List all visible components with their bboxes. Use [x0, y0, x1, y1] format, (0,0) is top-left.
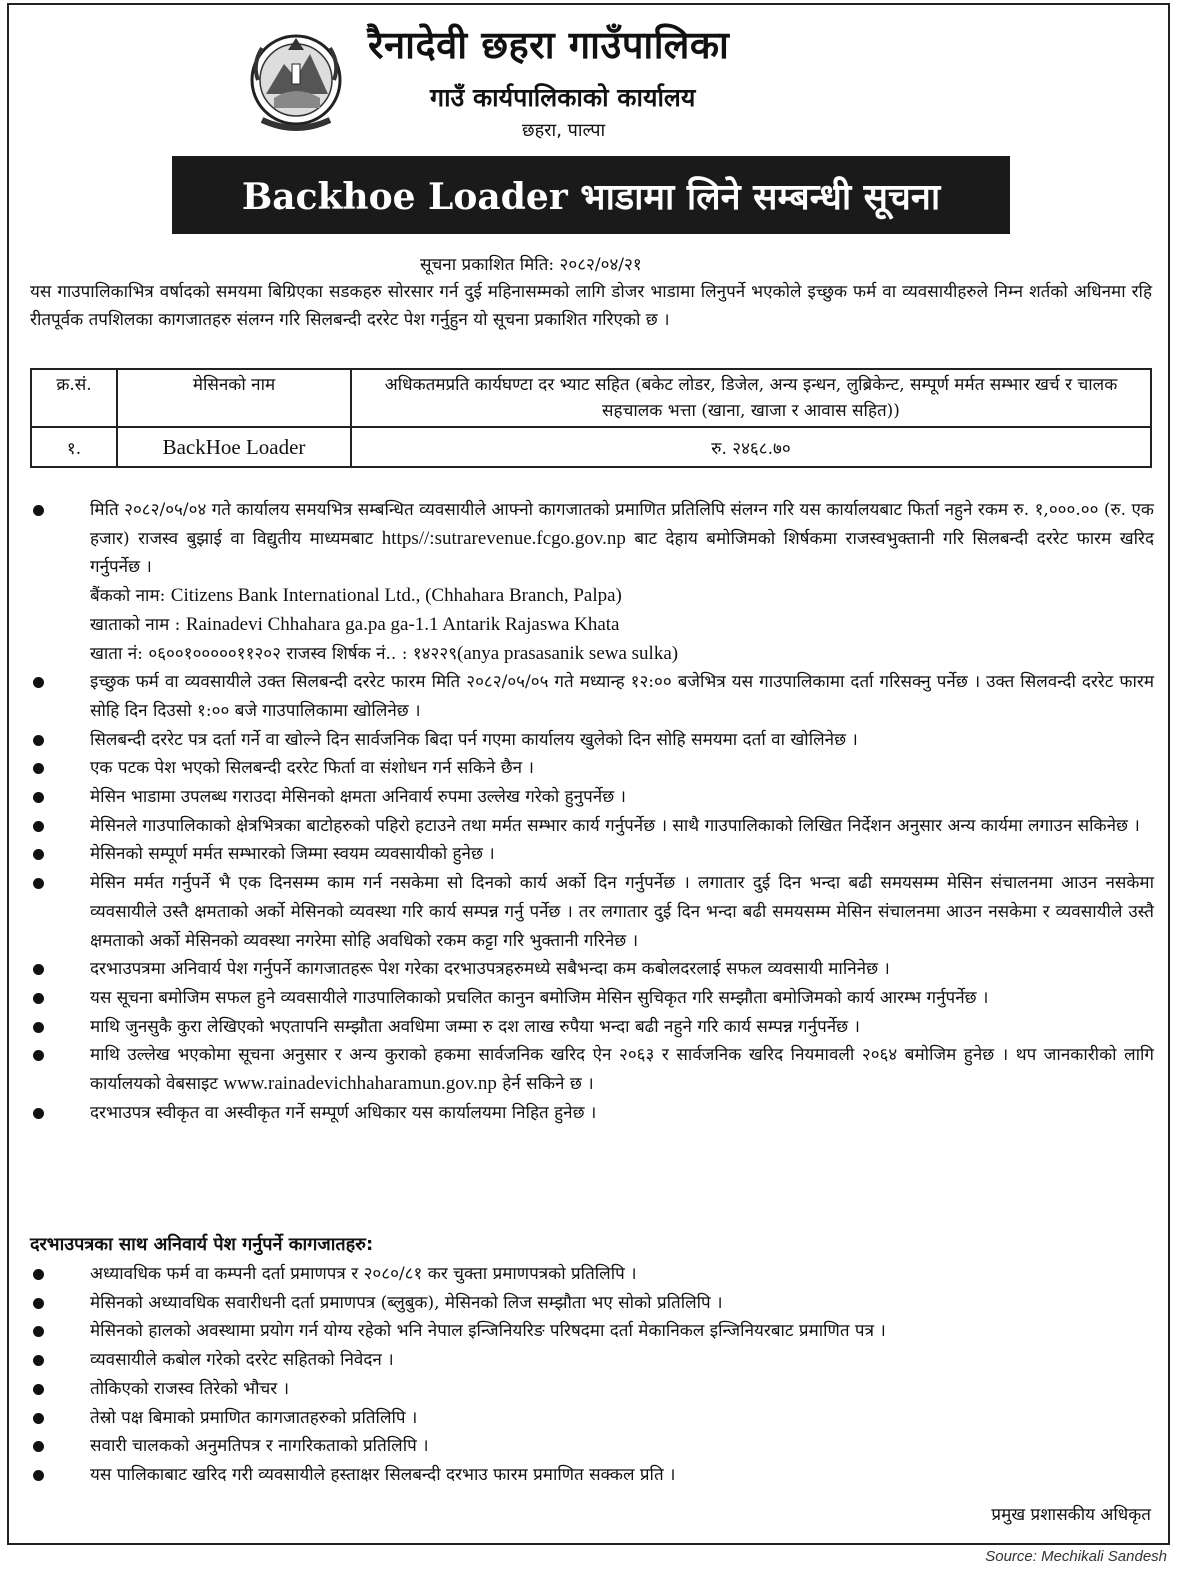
table-row	[31, 427, 1151, 467]
document-item: यस पालिकाबाट खरिद गरी व्यवसायीले हस्ताक्षर सिलबन्दी दरभाउ फारम प्रमाणित सक्कल प्रति ।	[30, 1461, 1154, 1490]
municipality-name: रैनादेवी छहरा गाउँपालिका	[368, 23, 730, 67]
source-credit: Source: Mechikali Sandesh	[985, 1548, 1167, 1565]
publish-date: सूचना प्रकाशित मिति: २०८२/०४/२१	[420, 255, 642, 275]
bank-value: Citizens Bank International Ltd., (Chhahara Branch, Palpa)	[170, 585, 622, 607]
condition-item: दरभाउपत्र स्वीकृत वा अस्वीकृत गर्ने सम्पूर्ण अधिकार यस कार्यालयमा निहित हुनेछ ।	[30, 1099, 1154, 1128]
document-item: मेसिनको हालको अवस्थामा प्रयोग गर्न योग्य रहेको भनि नेपाल इन्जिनियरिङ परिषदमा दर्ता मेकानिकल इन्जिनियरबाट प्रमाणित पत्र ।	[30, 1317, 1154, 1346]
account-head: (anya prasasanik sewa sulka)	[457, 642, 679, 664]
website-url: www.rainadevichhaharamun.gov.np	[223, 1073, 497, 1095]
cell-rate: रु. २४६८.७०	[351, 427, 1151, 467]
header-rate: अधिकतमप्रति कार्यघण्टा दर भ्याट सहित (बकेट लोडर, डिजेल, अन्य इन्धन, लुब्रिकेन्ट, सम्पूर्ण मर्मत सम्भार खर्च र चालक सहचालक भत्ता (खाना, खाजा र आवास सहित))	[351, 369, 1151, 427]
condition-item: इच्छुक फर्म वा व्यवसायीले उक्त सिलबन्दी दररेट फारम मिति २०८२/०५/०५ गते मध्यान्ह १२:०० बजेभित्र यस गाउपालिकामा दर्ता गरिसक्नु पर्नेछ । उक्त सिलवन्दी दररेट फारम सोहि दिन दिउसो १:०० बजे गाउपालिकामा खोलिनेछ ।	[30, 668, 1154, 725]
nepal-emblem-icon	[244, 24, 348, 144]
notice-header	[0, 8, 1181, 148]
condition-item: यस सूचना बमोजिम सफल हुने व्यवसायीले गाउपालिकाको प्रचलित कानुन बमोजिम मेसिन सुचिकृत गरि सम्झौता बमोजिमको कार्य आरम्भ गर्नुपर्नेछ ।	[30, 984, 1154, 1013]
account-name-line	[30, 611, 1154, 640]
account-number: खाता नं: ०६००१०००००११२०२ राजस्व शिर्षक नं.. : १४२२९	[90, 643, 458, 664]
condition-item: माथि जुनसुकै कुरा लेखिएको भएतापनि सम्झौता अवधिमा जम्मा रु दश लाख रुपैया भन्दा बढी नहुने गरि कार्य सम्पन्न गर्नुपर्नेछ ।	[30, 1013, 1154, 1042]
rate-table-header	[31, 369, 1151, 427]
revenue-url: https//:sutrarevenue.fcgo.gov.np	[381, 527, 626, 549]
notice-title: Backhoe Loader भाडामा लिने सम्बन्धी सूचना	[241, 175, 941, 218]
condition-item	[30, 496, 1154, 582]
document-item: अध्यावधिक फर्म वा कम्पनी दर्ता प्रमाणपत्र र २०८०/८१ कर चुक्ता प्रमाणपत्रको प्रतिलिपि ।	[30, 1260, 1154, 1289]
condition-text: माथि उल्लेख भएकोमा सूचना अनुसार र अन्य कुराको हकमा सार्वजनिक खरिद ऐन २०६३ र सार्वजनिक खरिद नियमावली २०६४ बमोजिम हुनेछ । थप जानकारीको लागि कार्यालयको वेबसाइट	[90, 1045, 1154, 1095]
condition-item: मेसिनले गाउपालिकाको क्षेत्रभित्रका बाटोहरुको पहिरो हटाउने तथा मर्मत सम्भार कार्य गर्नुपर्नेछ । साथै गाउपालिकाको लिखित निर्देशन अनुसार अन्य कार्यमा लगाउन सकिनेछ ।	[30, 812, 1154, 841]
condition-item: दरभाउपत्रमा अनिवार्य पेश गर्नुपर्ने कागजातहरू पेश गरेका दरभाउपत्रहरुमध्ये सबैभन्दा कम कबोलदरलाई सफल व्यवसायी मानिनेछ ।	[30, 955, 1154, 984]
document-item: तेस्रो पक्ष बिमाको प्रमाणित कागजातहरुको प्रतिलिपि ।	[30, 1404, 1154, 1433]
condition-text: हेर्न सकिने छ ।	[502, 1074, 594, 1095]
account-name-value: Rainadevi Chhahara ga.pa ga-1.1 Antarik Rajaswa Khata	[185, 613, 620, 635]
cell-sn: १.	[31, 427, 117, 467]
documents-list	[30, 1260, 1154, 1490]
condition-item: एक पटक पेश भएको सिलबन्दी दररेट फिर्ता वा संशोधन गर्न सकिने छैन ।	[30, 754, 1154, 783]
condition-item: सिलबन्दी दररेट पत्र दर्ता गर्ने वा खोल्ने दिन सार्वजनिक बिदा पर्न गएमा कार्यालय खुलेको दिन सोहि समयमा दर्ता वा खोलिनेछ ।	[30, 726, 1154, 755]
conditions-list	[30, 496, 1154, 1127]
office-location: छहरा, पाल्पा	[522, 120, 606, 141]
condition-text: मिति २०८२/०५/०४ गते कार्यालय समयभित्र सम्बन्धित व्यवसायीले आफ्नो कागजातको प्रमाणित प्रतिलिपि संलग्न गरि यस कार्यालयबाट फिर्ता नहुने रकम रु. १,०००.०० (रु. एक हजार) राजस्व बुझाई वा विद्युतीय माध्यमबाट	[90, 500, 1154, 549]
document-item: मेसिनको अध्यावधिक सवारीधनी दर्ता प्रमाणपत्र (ब्लुबुक), मेसिनको लिज सम्झौता भए सोको प्रतिलिपि ।	[30, 1289, 1154, 1318]
condition-text: बाट देहाय बमोजिमको शिर्षकमा राजस्वभुक्तानी गरि सिलबन्दी दररेट फारम खरिद गर्नुपर्नेछ ।	[90, 528, 1155, 578]
header-machine: मेसिनको नाम	[117, 369, 351, 427]
document-item: व्यवसायीले कबोल गरेको दररेट सहितको निवेदन ।	[30, 1346, 1154, 1375]
bank-name-line	[30, 582, 1154, 611]
bank-label: बैंकको नाम:	[90, 586, 166, 607]
condition-item: मेसिनको सम्पूर्ण मर्मत सम्भारको जिम्मा स्वयम व्यवसायीको हुनेछ ।	[30, 840, 1154, 869]
condition-item	[30, 1041, 1154, 1098]
document-item: तोकिएको राजस्व तिरेको भौचर ।	[30, 1375, 1154, 1404]
header-sn: क्र.सं.	[31, 369, 117, 427]
rate-table	[30, 368, 1152, 468]
cell-machine: BackHoe Loader	[117, 427, 351, 467]
notice-title-banner	[172, 156, 1010, 234]
condition-item: मेसिन भाडामा उपलब्ध गराउदा मेसिनको क्षमता अनिवार्य रुपमा उल्लेख गरेको हुनुपर्नेछ ।	[30, 783, 1154, 812]
account-number-line	[30, 640, 1154, 669]
account-name-label: खाताको नाम :	[90, 614, 181, 635]
signatory-title: प्रमुख प्रशासकीय अधिकृत	[991, 1505, 1151, 1525]
office-name: गाउँ कार्यपालिकाको कार्यालय	[430, 83, 696, 112]
condition-item: मेसिन मर्मत गर्नुपर्ने भै एक दिनसम्म काम गर्न नसकेमा सो दिनको कार्य अर्को दिन गर्नुपर्नेछ । लगातार दुई दिन भन्दा बढी समयसम्म मेसिन संचालनमा आउन नसकेमा व्यवसायीले उस्तै क्षमताको अर्को मेसिनको व्यवस्था गरि कार्य सम्पन्न गर्नु पर्नेछ । तर लगातार दुई दिन भन्दा बढी समयसम्म मेसिन संचालनमा आउन नसकेमा र व्यवसायीले उस्तै क्षमताको अर्को मेसिनको व्यवस्था नगरेमा सोहि अवधिको रकम कट्टा गरि भुक्तानी गरिनेछ ।	[30, 869, 1154, 955]
documents-heading: दरभाउपत्रका साथ अनिवार्य पेश गर्नुपर्ने कागजातहरु:	[30, 1234, 374, 1255]
document-item: सवारी चालकको अनुमतिपत्र र नागरिकताको प्रतिलिपि ।	[30, 1432, 1154, 1461]
intro-paragraph: यस गाउपालिकाभित्र वर्षादको समयमा बिग्रिएका सडकहरु सोरसार गर्न दुई महिनासम्मको लागि डोजर भाडामा लिनुपर्ने भएकोले इच्छुक फर्म वा व्यवसायीहरुले निम्न शर्तको अधिनमा रहि रीतपूर्वक तपशिलका कागजातहरु संलग्न गरि सिलबन्दी दररेट पेश गर्नुहुन यो सूचना प्रकाशित गरिएको छ ।	[30, 282, 1152, 330]
